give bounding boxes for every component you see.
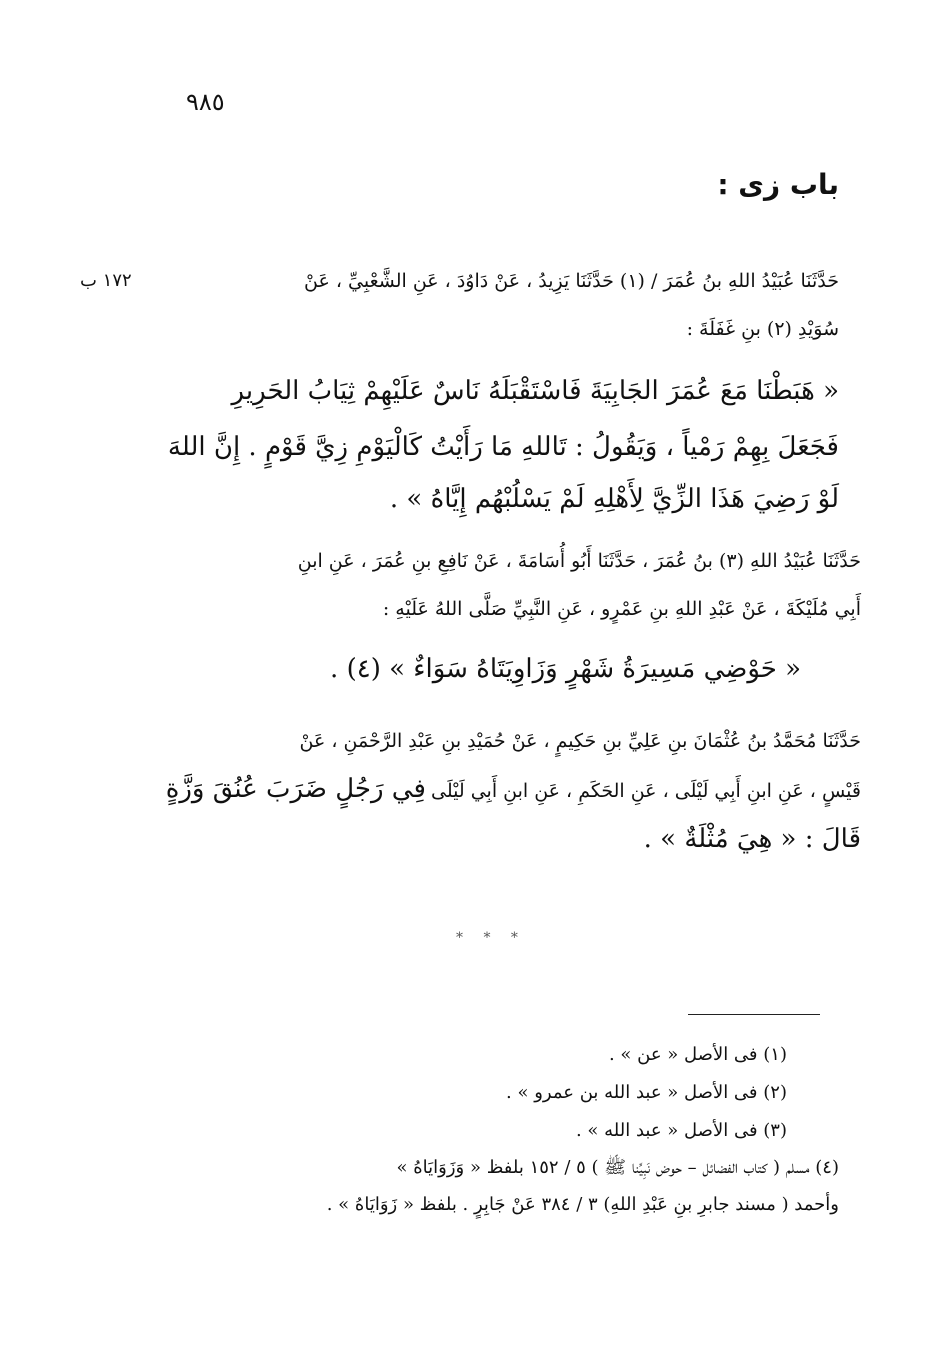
chapter-title: باب زى : xyxy=(717,168,839,201)
margin-folio-reference: ١٧٢ ب xyxy=(80,270,132,291)
hadith-2-matn-line-1: « حَوْضِي مَسِيرَةُ شَهْرٍ وَزَاوِيَتَاهُ سَوَاءٌ » (٤) . xyxy=(330,654,801,684)
page-number: ٩٨٥ xyxy=(186,88,225,116)
hadith-3-isnad-line-1: حَدَّثَنَا مُحَمَّدُ بنُ عُثْمَانَ بنِ عَلِيِّ بنِ حَكِيمٍ ، عَنْ حُمَيْدِ بنِ عَبْدِ الرَّحْمَنِ ، عَنْ xyxy=(299,730,861,752)
hadith-1-matn-line-1: « هَبَطْنَا مَعَ عُمَرَ الجَابِيَةَ فَاسْتَقْبَلَهُ نَاسٌ عَلَيْهِمْ ثِيَابُ الحَرِيرِ xyxy=(231,376,839,406)
hadith-1-matn-line-3: لَوْ رَضِيَ هَذَا الزِّيَّ لِأَهْلِهِ لَمْ يَسْلُبْهُم إِيَّاهُ » . xyxy=(389,484,839,514)
footnote-2: (٢) فى الأصل « عبد الله بن عمرو » . xyxy=(506,1082,787,1103)
hadith-2-isnad-line-1: حَدَّثَنَا عُبَيْدُ اللهِ (٣) بنُ عُمَرَ ، حَدَّثَنَا أَبُو أُسَامَةَ ، عَنْ نَافِعِ بنِ عُمَرَ ، عَنِ ابنِ xyxy=(297,550,861,572)
footnote-4-continued: وأحمد ( مسند جابرِ بنِ عَبْدِ اللهِ) ٣ / ٣٨٤ عَنْ جَابِرٍ . بلفظ « زَوَايَاهُ » . xyxy=(326,1194,839,1215)
hadith-3-matn-line-1: فِي رَجُلٍ ضَرَبَ عُنُقَ وَزَّةٍ xyxy=(165,774,426,804)
footnote-divider xyxy=(688,1014,820,1015)
hadith-2-isnad-line-2: أَبِي مُلَيْكَةَ ، عَنْ عَبْدِ اللهِ بنِ عَمْرٍو ، عَنِ النَّبِيِّ صَلَّى اللهُ عَلَيْهِ : xyxy=(382,598,861,620)
footnote-3: (٣) فى الأصل « عبد الله » . xyxy=(575,1120,787,1141)
hadith-2 xyxy=(121,540,861,700)
hadith-1 xyxy=(119,258,839,518)
footnote-4: (٤) مسلم ( كتاب الفضائل – حوض نَبِيِّنا ﷺ ) ٥ / ١٥٢ بلفظ « وَزَوَايَاهُ » xyxy=(396,1157,839,1178)
hadith-3-line-2 xyxy=(166,774,861,804)
hadith-3 xyxy=(121,722,861,872)
hadith-3-isnad-line-2: قَيْسٍ ، عَنِ ابنِ أَبِي لَيْلَى ، عَنِ الحَكَمِ ، عَنِ ابنِ أَبِي لَيْلَى xyxy=(431,780,861,802)
hadith-1-isnad-line-1: حَدَّثَنَا عُبَيْدُ اللهِ بنُ عُمَرَ / (١) حَدَّثَنَا يَزِيدُ ، عَنْ دَاوُدَ ، عَنِ الشَّعْبِيِّ ، عَنْ xyxy=(304,270,839,292)
hadith-3-matn-line-2: قَالَ : « هِيَ مُثْلَةٌ » . xyxy=(643,824,861,854)
hadith-1-isnad-line-2: سُوَيْدِ (٢) بنِ غَفَلَةَ : xyxy=(686,318,839,340)
footnote-1: (١) فى الأصل « عن » . xyxy=(608,1044,787,1065)
hadith-1-matn-line-2: فَجَعَلَ بِهِمْ رَمْياً ، وَيَقُولُ : تَاللهِ مَا رَأَيْتُ كَالْيَوْمِ زِيَّ قَوْمٍ . إِنَّ اللهَ xyxy=(167,432,839,462)
section-separator: * * * xyxy=(456,930,526,946)
